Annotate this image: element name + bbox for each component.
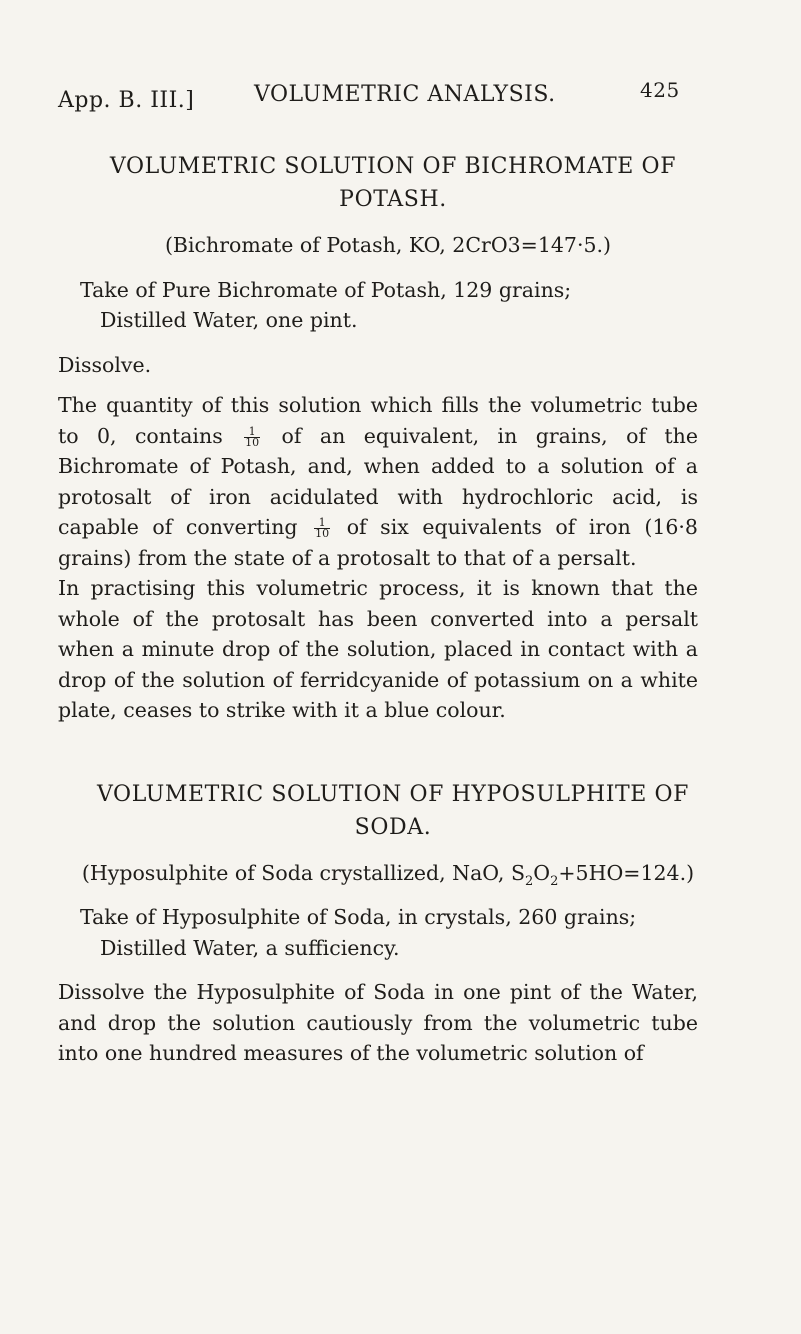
recipe	[58, 275, 698, 336]
paragraph-text: of six equivalents of iron (16·8 grains) from the state of a protosalt to that of a persalt.	[58, 515, 698, 570]
section-title-line-1: VOLUMETRIC SOLUTION OF HYPOSULPHITE OF	[96, 781, 690, 807]
paragraph-text: The quantity of this solution which fills the volumetric tube to 0, contains	[58, 393, 698, 448]
fraction-denominator: 10	[245, 435, 260, 449]
formula-part: (Hyposulphite of Soda crystallized, NaO, S	[81, 860, 525, 885]
formula-part: +5HO=124.)	[558, 860, 695, 885]
fraction-numerator: 1	[314, 518, 330, 529]
recipe-line-2: Distilled Water, a sufficiency.	[100, 935, 400, 960]
section-title-line-1: VOLUMETRIC SOLUTION OF BICHROMATE OF	[109, 154, 677, 179]
paragraph: Dissolve the Hyposulphite of Soda in one pint of the Water, and drop the solution cautiously from the volumetric tube into one hundred measures of the volumetric solution of	[58, 980, 698, 1065]
fraction-denominator: 10	[315, 527, 330, 540]
section-title	[58, 150, 698, 216]
fraction	[244, 424, 260, 449]
recipe-line-1: Take of Hyposulphite of Soda, in crystals, 260 grains;	[80, 905, 637, 929]
page-number: 425	[640, 78, 680, 102]
section-title-line-2: POTASH.	[339, 187, 447, 212]
instruction: Dissolve.	[58, 352, 152, 377]
section-title	[58, 778, 698, 844]
fraction	[314, 518, 330, 539]
running-head-title: VOLUMETRIC ANALYSIS.	[254, 82, 556, 107]
paragraph: In practising this volumetric process, it is known that the whole of the protosalt has been converted into a persalt when a minute drop of the solution, placed in contact with a drop of the solution of ferridcyanide of potassium on a white plate, ceases to strike with it a blue colour.	[58, 576, 698, 722]
section-hyposulphite	[58, 778, 698, 1069]
formula-part: O	[533, 860, 551, 885]
running-head	[58, 78, 678, 118]
formula: (Bichromate of Potash, KO, 2CrO3=147·5.)	[164, 233, 612, 257]
recipe-line-1: Take of Pure Bichromate of Potash, 129 grains;	[80, 277, 572, 302]
running-head-section: App. B. III.]	[58, 88, 195, 113]
formula-subscript: 2	[550, 873, 559, 889]
page-content	[58, 150, 698, 1069]
recipe-line-2: Distilled Water, one pint.	[100, 308, 358, 332]
section-title-line-2: SODA.	[354, 814, 432, 840]
formula-subscript: 2	[525, 873, 534, 889]
paragraph-text: of an equivalent, in grains, of the Bichromate of Potash, and, when added to a solution of a protosalt of iron acidulated with hydrochloric acid, is capable of converting	[58, 423, 698, 539]
paragraph	[58, 390, 698, 573]
formula	[58, 858, 698, 889]
fraction-numerator: 1	[244, 427, 260, 438]
section-bichromate	[58, 150, 698, 726]
recipe	[58, 902, 698, 963]
